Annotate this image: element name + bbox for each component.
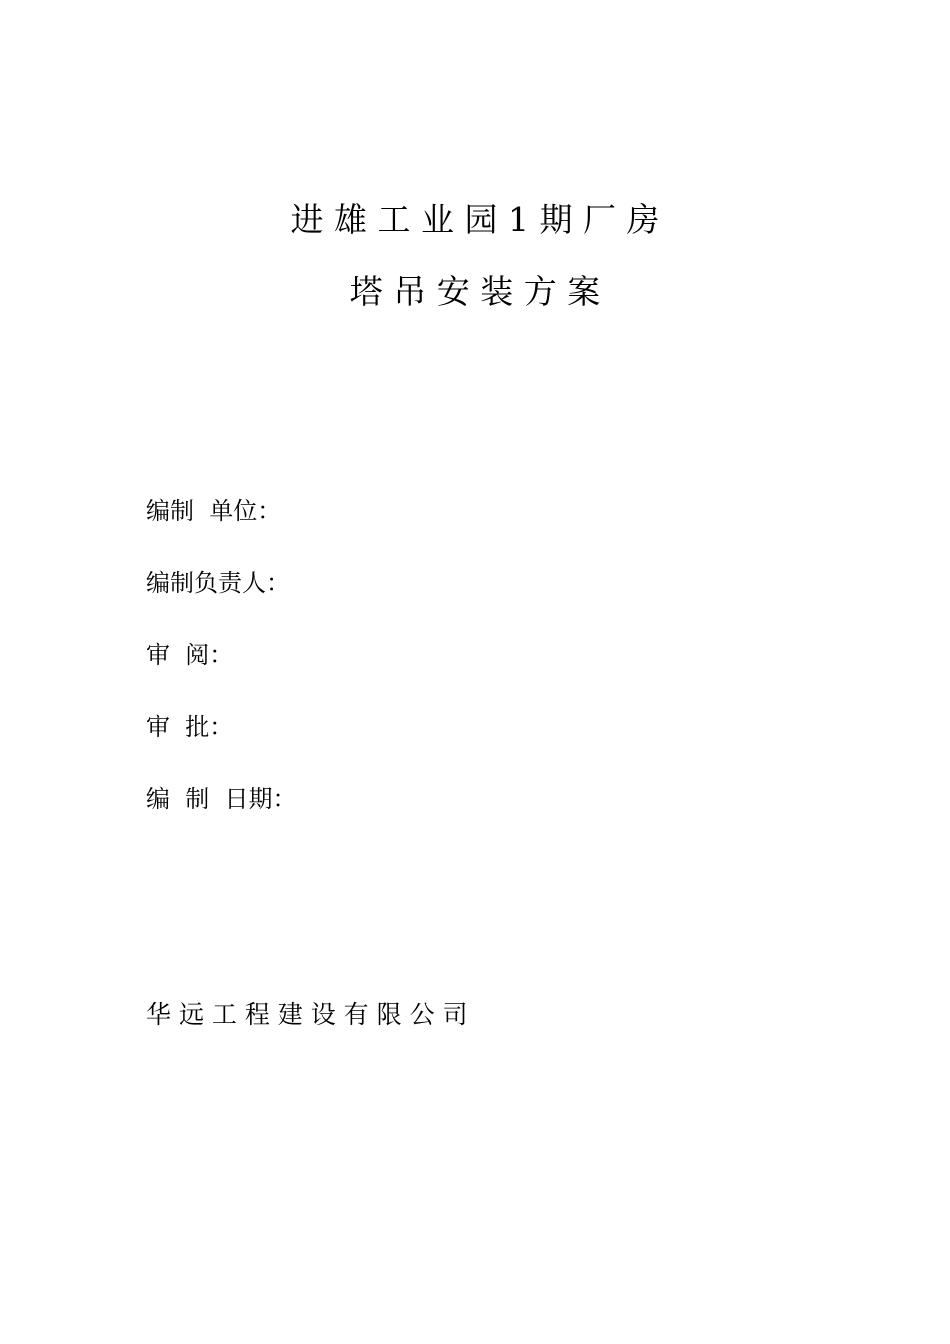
document-title-line-1: 进 雄 工 业 园 1 期 厂 房	[290, 200, 660, 239]
company-name: 华 远 工 程 建 设 有 限 公 司	[146, 1000, 468, 1029]
field-review: 审 阅：	[146, 641, 234, 669]
field-compiling-unit: 编制 单位：	[146, 497, 282, 525]
field-person-in-charge: 编制负责人：	[146, 569, 290, 597]
field-approval: 审 批：	[146, 713, 234, 741]
document-title-line-2: 塔 吊 安 装 方 案	[349, 272, 601, 311]
field-compiling-date: 编 制 日期：	[146, 785, 297, 813]
